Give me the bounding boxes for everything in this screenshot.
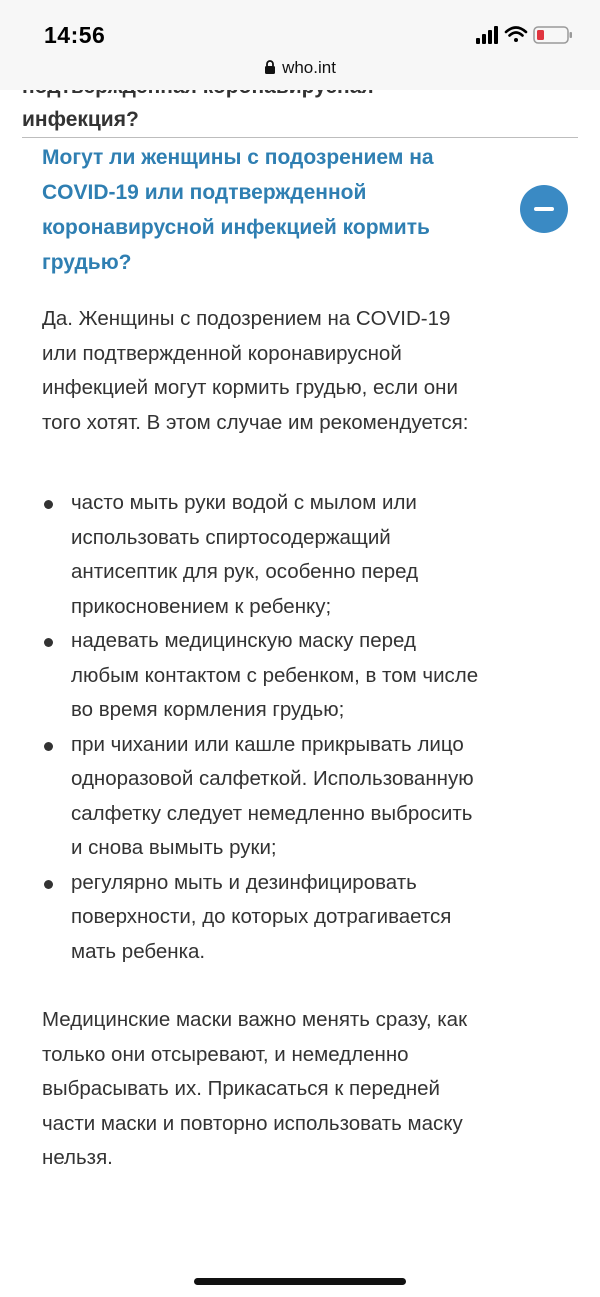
previous-heading-tail: инфекция? <box>22 108 139 131</box>
battery-level-low <box>537 30 544 40</box>
lock-icon <box>264 60 276 80</box>
bullet-icon <box>44 742 53 751</box>
address-text: who.int <box>282 58 336 77</box>
home-indicator[interactable] <box>194 1278 406 1285</box>
collapse-button[interactable] <box>520 185 568 233</box>
faq-question[interactable]: Могут ли женщины с подозрением на COVID-19 или подтвержденной коронавирусной инфекцией кормить грудью? <box>42 146 434 274</box>
bullet-icon <box>44 638 53 647</box>
list-item: часто мыть руки водой с мылом или использовать спиртосодержащий антисептик для рук, особенно перед прикосновением к ребенку; <box>42 486 482 624</box>
answer-outro: Медицинские маски важно менять сразу, как только они отсыревают, и немедленно выбрасывать их. Прикасаться к передней части маски и повторно использовать маску нельзя. <box>42 1008 468 1169</box>
recommendations-list <box>42 486 482 969</box>
answer-intro: Да. Женщины с подозрением на COVID-19 или подтвержденной коронавирусной инфекцией могут кормить грудью, если они того хотят. В этом случае им рекомендуется: <box>42 307 469 434</box>
accordion-divider <box>22 137 578 138</box>
wifi-icon <box>506 28 526 43</box>
status-icons <box>476 24 574 46</box>
battery-icon <box>534 27 572 43</box>
browser-chrome <box>0 0 600 90</box>
minus-icon <box>534 207 554 211</box>
address-bar[interactable] <box>0 58 600 82</box>
cellular-signal-icon <box>476 26 498 44</box>
faq-answer <box>42 302 482 1176</box>
status-time: 14:56 <box>44 22 106 48</box>
bullet-icon <box>44 500 53 509</box>
list-item: надевать медицинскую маску перед любым контактом с ребенком, в том числе во время кормления грудью; <box>42 624 482 728</box>
list-item: регулярно мыть и дезинфицировать поверхности, до которых дотрагивается мать ребенка. <box>42 866 482 970</box>
bullet-icon <box>44 880 53 889</box>
list-item: при чихании или кашле прикрывать лицо одноразовой салфеткой. Использованную салфетку следует немедленно выбросить и снова вымыть руки; <box>42 728 482 866</box>
